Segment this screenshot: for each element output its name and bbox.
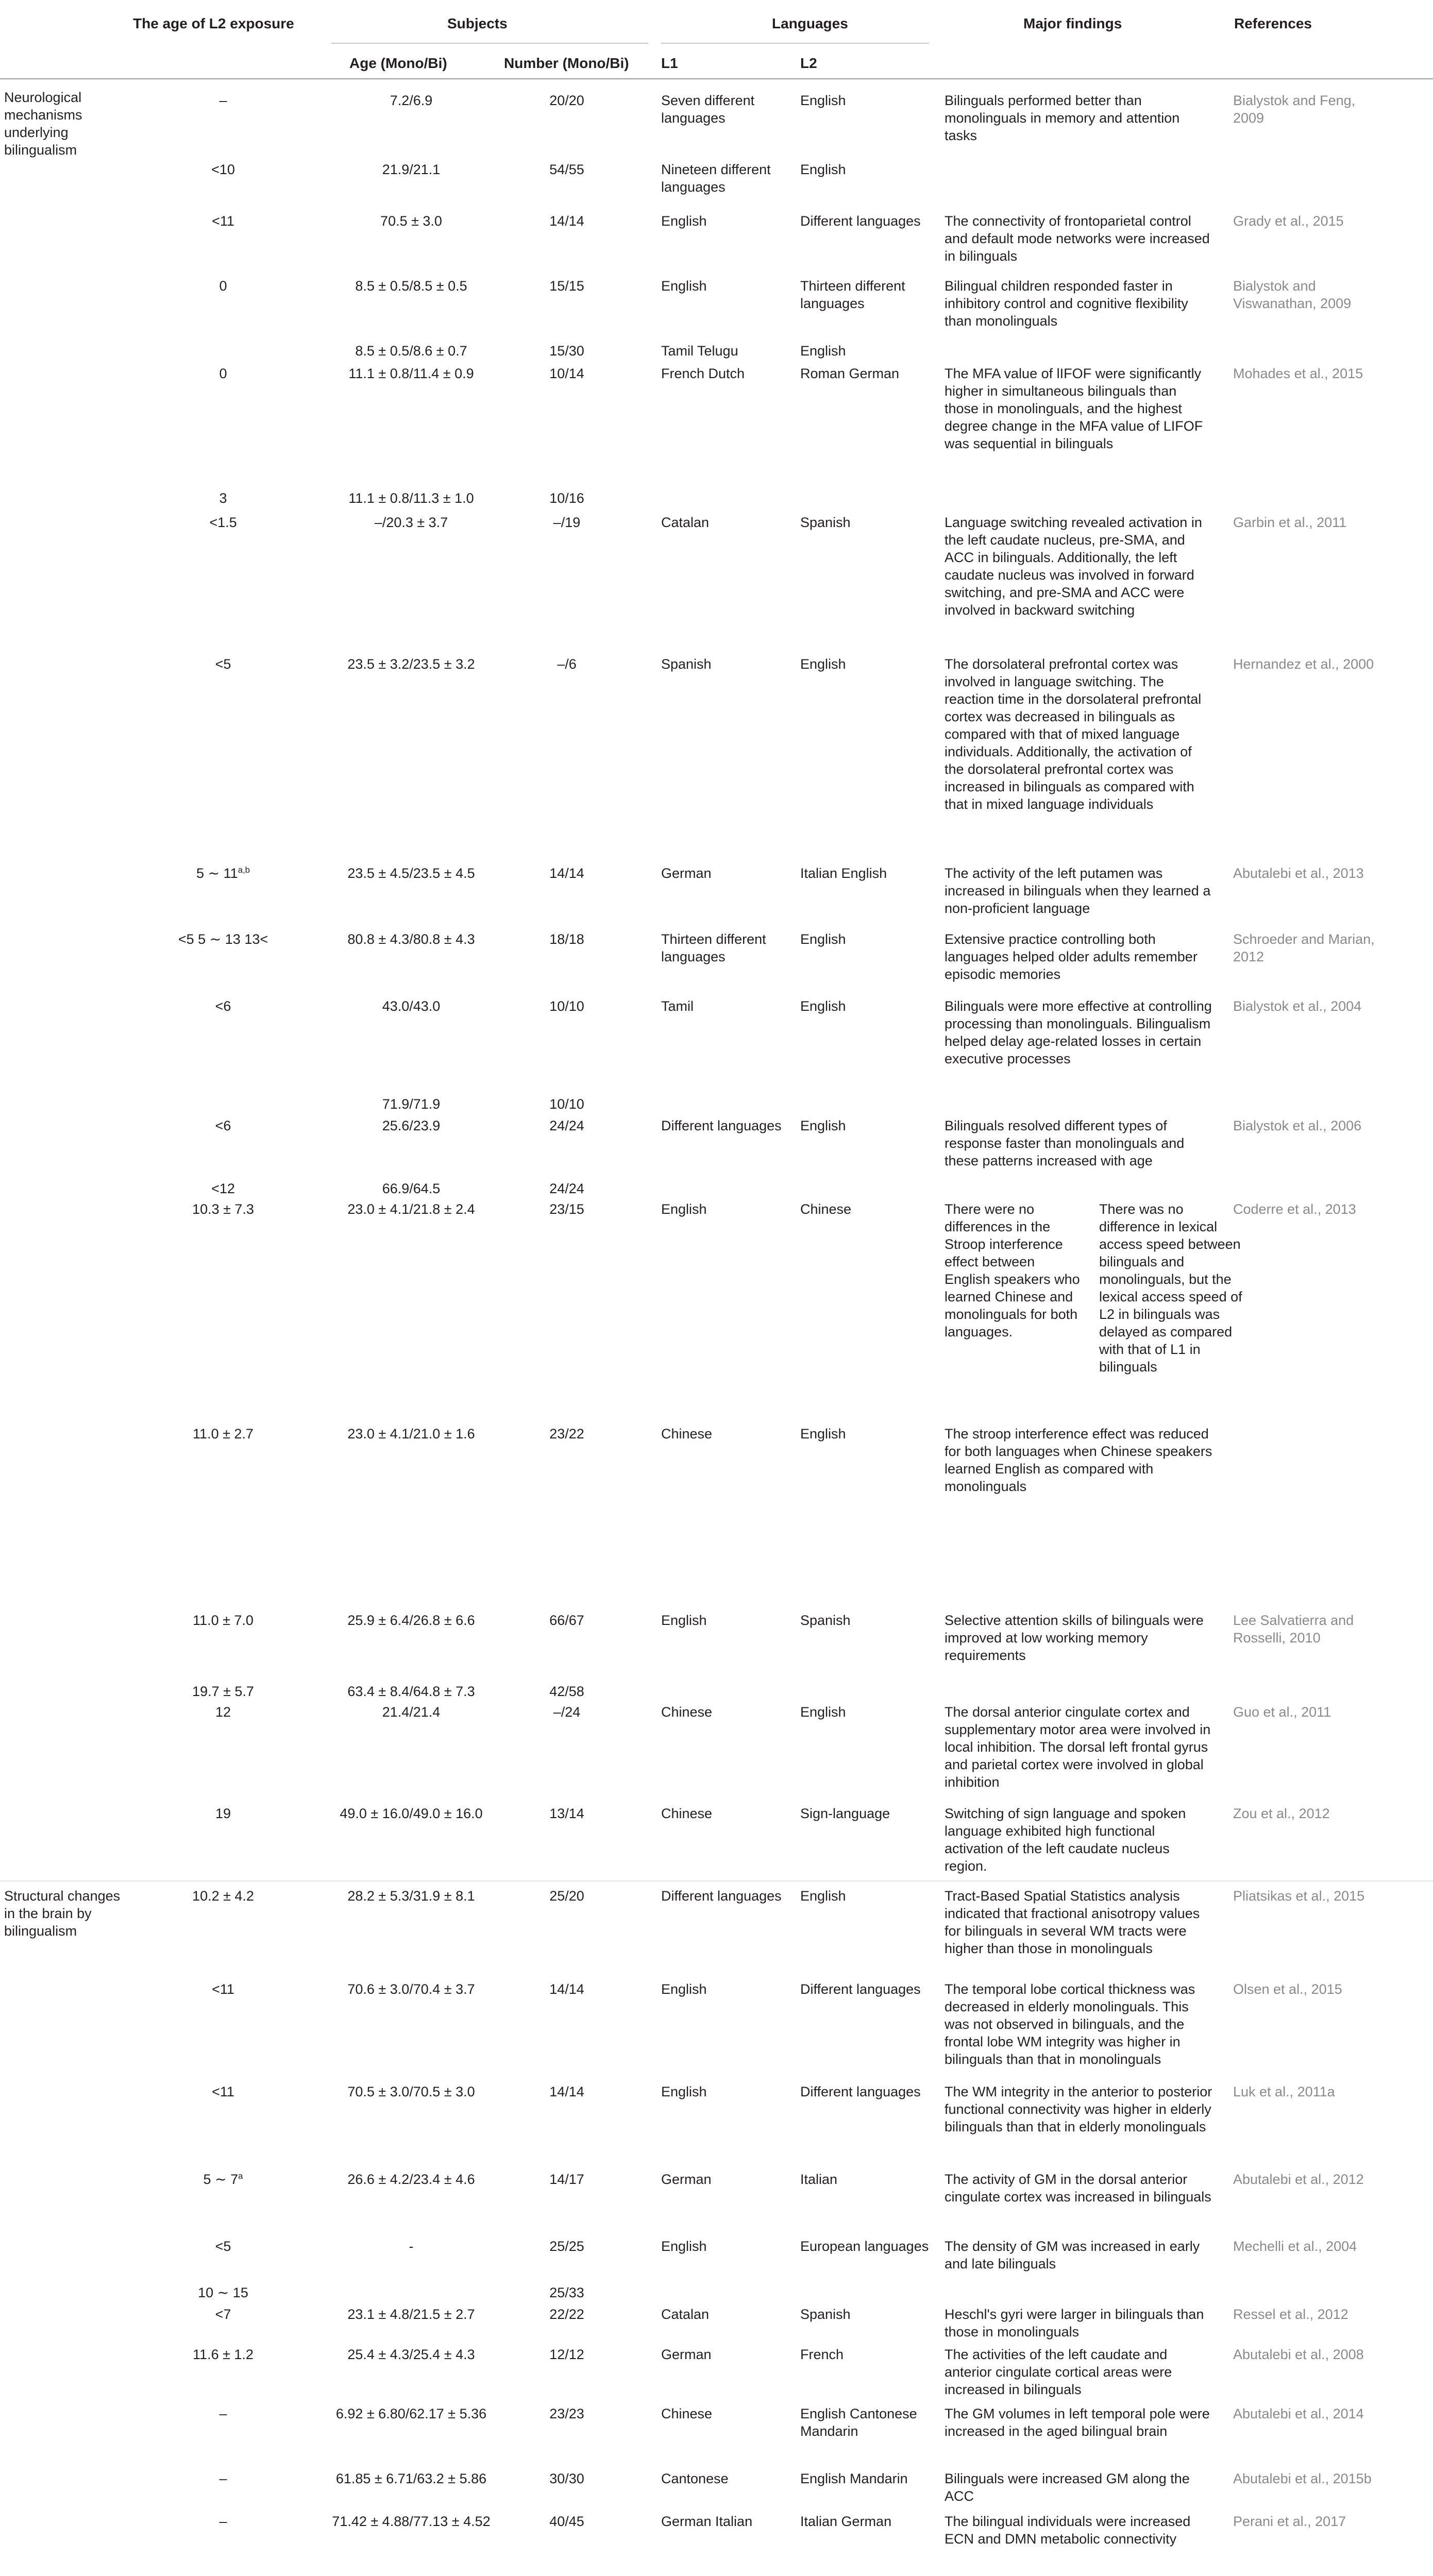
header-subjects: Subjects <box>447 15 508 31</box>
cell-find: The activities of the left caudate and anterior cingulate cortical areas were increased in bilinguals <box>945 2347 1172 2397</box>
cell-l2: French <box>800 2347 844 2362</box>
cell-l1: Chinese <box>661 1426 713 1442</box>
cell-subj-age: 26.6 ± 4.2/23.4 ± 4.6 <box>347 2172 475 2187</box>
cell-find: The bilingual individuals were increased ECN and DMN metabolic connectivity <box>945 2514 1191 2547</box>
cell-ref: Lee Salvatierra and Rosselli, 2010 <box>1233 1613 1354 1646</box>
cell-age: <1.5 <box>209 515 237 530</box>
cell-num: 12/12 <box>549 2347 584 2362</box>
cell-find: Selective attention skills of bilinguals were improved at low working memory requirements <box>945 1613 1204 1663</box>
cell-l2: English <box>800 93 846 108</box>
cell-l1: Different languages <box>661 1118 782 1133</box>
cell-find: There were no differences in the Stroop interference effect between English speakers who learned Chinese and monolinguals for both languages. <box>945 1201 1080 1340</box>
cell-l1: German Italian <box>661 2514 753 2529</box>
cell-num: 22/22 <box>549 2307 584 2322</box>
cell-age: <5 5 ∼ 13 13< <box>178 931 268 947</box>
cell-l1: Seven different languages <box>661 93 755 126</box>
cell-l2: Italian English <box>800 866 887 881</box>
cell-subj-age: 21.4/21.4 <box>382 1704 441 1720</box>
category-label: Neurological mechanisms underlying bilingualism <box>4 90 82 158</box>
cell-age: <7 <box>215 2307 231 2322</box>
cell-l2: English <box>800 162 846 177</box>
cell-num: 10/10 <box>549 998 584 1014</box>
cell-l1: Chinese <box>661 1806 713 1821</box>
cell-subj-age: 70.5 ± 3.0 <box>380 213 442 229</box>
cell-age: 0 <box>219 366 227 381</box>
cell-l1: English <box>661 1981 707 1997</box>
cell-find: Bilinguals performed better than monolinguals in memory and attention tasks <box>945 93 1180 143</box>
cell-ref: Abutalebi et al., 2014 <box>1233 2406 1364 2421</box>
cell-num: –/6 <box>557 656 577 672</box>
cell-age: 11.0 ± 2.7 <box>193 1426 254 1442</box>
cell-l1: Thirteen different languages <box>661 931 766 964</box>
cell-l1: German <box>661 2347 712 2362</box>
cell-subj-age: 61.85 ± 6.71/63.2 ± 5.86 <box>335 2471 487 2486</box>
cell-l2: English <box>800 1118 846 1133</box>
cell-ref: Guo et al., 2011 <box>1233 1704 1331 1720</box>
cell-ref: Bialystok et al., 2006 <box>1233 1118 1362 1133</box>
cell-l2: English Mandarin <box>800 2471 908 2486</box>
cell-l1: English <box>661 278 707 294</box>
cell-find: The stroop interference effect was reduced for both languages when Chinese speakers learned English as compared with monolinguals <box>945 1426 1212 1494</box>
cell-num: 24/24 <box>549 1118 584 1133</box>
cell-find: The WM integrity in the anterior to posterior functional connectivity was higher in elderly bilinguals than that in elderly monolinguals <box>945 2084 1212 2134</box>
cell-ref: Bialystok and Viswanathan, 2009 <box>1233 278 1352 311</box>
cell-num: 20/20 <box>549 93 584 108</box>
cell-l1: English <box>661 2084 707 2099</box>
cell-l2: English <box>800 931 846 947</box>
cell-age: 12 <box>215 1704 231 1720</box>
cell-ref: Hernandez et al., 2000 <box>1233 656 1374 672</box>
cell-ref: Mohades et al., 2015 <box>1233 366 1363 381</box>
cell-find: Tract-Based Spatial Statistics analysis indicated that fractional anisotropy values for bilinguals in several WM tracts were higher than those in monolinguals <box>945 1888 1200 1956</box>
cell-num: 25/25 <box>549 2239 584 2254</box>
cell-find: Bilinguals were more effective at controlling processing than monolinguals. Bilingualism helped delay age-related losses in certain executive processes <box>945 998 1212 1066</box>
cell-ref: Coderre et al., 2013 <box>1233 1201 1356 1217</box>
cell-l1: Cantonese <box>661 2471 729 2486</box>
cell-l1: Catalan <box>661 2307 710 2322</box>
cell-num: 13/14 <box>549 1806 584 1821</box>
cell-l2: Spanish <box>800 515 851 530</box>
cell-subj-age: 23.0 ± 4.1/21.8 ± 2.4 <box>347 1201 475 1217</box>
cell-num: 14/14 <box>549 1981 584 1997</box>
cell-ref: Abutalebi et al., 2013 <box>1233 866 1364 881</box>
cell-num: 66/67 <box>549 1613 584 1628</box>
cell-age: 19.7 ± 5.7 <box>192 1684 254 1699</box>
cell-age: <11 <box>212 2084 234 2099</box>
cell-l1: Catalan <box>661 515 710 530</box>
cell-age-footnote-marker: a,b <box>238 865 250 875</box>
cell-num: 23/15 <box>549 1201 584 1217</box>
cell-num: 15/30 <box>549 343 584 359</box>
cell-subj-age: 43.0/43.0 <box>382 998 441 1014</box>
cell-l1: Spanish <box>661 656 712 672</box>
cell-find: Heschl's gyri were larger in bilinguals than those in monolinguals <box>945 2307 1204 2340</box>
cell-subj-age: 49.0 ± 16.0/49.0 ± 16.0 <box>340 1806 483 1821</box>
cell-l2: English <box>800 656 846 672</box>
cell-num: –/19 <box>553 515 581 530</box>
cell-ref: Luk et al., 2011a <box>1233 2084 1335 2099</box>
header-age-mono-bi: Age (Mono/Bi) <box>349 55 447 71</box>
cell-age: <10 <box>211 162 235 177</box>
cell-subj-age: 23.5 ± 4.5/23.5 ± 4.5 <box>347 866 475 881</box>
cell-subj-age: 23.1 ± 4.8/21.5 ± 2.7 <box>347 2307 475 2322</box>
cell-num: 30/30 <box>549 2471 584 2486</box>
cell-find: Switching of sign language and spoken language exhibited high functional activation of the left caudate nucleus region. <box>945 1806 1186 1874</box>
cell-subj-age: 8.5 ± 0.5/8.6 ± 0.7 <box>355 343 467 359</box>
cell-find: Language switching revealed activation in the left caudate nucleus, pre-SMA, and ACC in bilinguals. Additionally, the left caudate nucleus was involved in forward switching, and pre-SMA and ACC were involved in backward switching <box>945 515 1202 618</box>
cell-age <box>133 2171 313 2188</box>
cell-num: 24/24 <box>549 1181 584 1196</box>
cell-l2: English <box>800 1888 846 1904</box>
cell-age: <6 <box>215 1118 231 1133</box>
cell-num: 15/15 <box>549 278 584 294</box>
cell-num: 10/16 <box>549 490 584 506</box>
cell-l2: English <box>800 343 846 359</box>
cell-l2: English <box>800 1426 846 1442</box>
cell-age: 19 <box>215 1806 231 1821</box>
cell-ref: Ressel et al., 2012 <box>1233 2307 1348 2322</box>
cell-subj-age: 8.5 ± 0.5/8.5 ± 0.5 <box>355 278 467 294</box>
cell-age: 0 <box>219 278 227 294</box>
cell-age: 3 <box>219 490 227 506</box>
header-languages: Languages <box>772 15 848 31</box>
cell-num: 23/23 <box>549 2406 584 2421</box>
cell-find-secondary: There was no difference in lexical access speed between bilinguals and monolinguals, but the lexical access speed of L2 in bilinguals was delayed as compared with that of L1 in bilinguals <box>1099 1201 1242 1375</box>
cell-l1: Chinese <box>661 1704 713 1720</box>
cell-subj-age: 71.9/71.9 <box>382 1096 441 1112</box>
cell-l2: Italian German <box>800 2514 892 2529</box>
cell-ref: Abutalebi et al., 2008 <box>1233 2347 1364 2362</box>
cell-find: Bilingual children responded faster in inhibitory control and cognitive flexibility than monolinguals <box>945 278 1188 329</box>
cell-ref: Zou et al., 2012 <box>1233 1806 1330 1821</box>
cell-num: 14/14 <box>549 2084 584 2099</box>
cell-find: The activity of GM in the dorsal anterior cingulate cortex was increased in bilinguals <box>945 2172 1211 2205</box>
cell-age: <12 <box>211 1181 235 1196</box>
cell-l2: Different languages <box>800 2084 921 2099</box>
cell-ref: Garbin et al., 2011 <box>1233 515 1347 530</box>
section-divider <box>0 1880 1433 1882</box>
cell-subj-age: 11.1 ± 0.8/11.3 ± 1.0 <box>348 490 474 506</box>
cell-age: 10.3 ± 7.3 <box>192 1201 254 1217</box>
cell-subj-age: 80.8 ± 4.3/80.8 ± 4.3 <box>347 931 475 947</box>
cell-l2: Different languages <box>800 1981 921 1997</box>
cell-age: 11.0 ± 7.0 <box>193 1613 254 1628</box>
header-major-findings: Major findings <box>1023 15 1122 31</box>
cell-ref: Pliatsikas et al., 2015 <box>1233 1888 1365 1904</box>
cell-age: – <box>219 93 227 108</box>
cell-age-footnote-marker: a <box>238 2171 243 2181</box>
cell-num: –/24 <box>553 1704 581 1720</box>
cell-num: 14/14 <box>549 213 584 229</box>
cell-ref: Mechelli et al., 2004 <box>1233 2239 1357 2254</box>
cell-find: The activity of the left putamen was increased in bilinguals when they learned a non-proficient language <box>945 866 1211 916</box>
cell-subj-age: 66.9/64.5 <box>382 1181 441 1196</box>
header-number-mono-bi: Number (Mono/Bi) <box>504 55 629 71</box>
cell-age: 10.2 ± 4.2 <box>192 1888 254 1904</box>
cell-l2: Spanish <box>800 1613 851 1628</box>
cell-find: The connectivity of frontoparietal control and default mode networks were increased in bilinguals <box>945 213 1210 264</box>
cell-find: The dorsolateral prefrontal cortex was involved in language switching. The reaction time in the dorsolateral prefrontal cortex was decreased in bilinguals as compared with that of mixed language individuals. Additionally, the activation of the dorsolateral prefrontal cortex was increased in bilinguals as compared with that in mixed language individuals <box>945 656 1202 812</box>
cell-l1: Different languages <box>661 1888 782 1904</box>
cell-subj-age: 70.6 ± 3.0/70.4 ± 3.7 <box>347 1981 475 1997</box>
cell-find: Extensive practice controlling both languages helped older adults remember episodic memories <box>945 931 1198 982</box>
cell-find: The GM volumes in left temporal pole were increased in the aged bilingual brain <box>945 2406 1210 2439</box>
cell-num: 23/22 <box>549 1426 584 1442</box>
cell-subj-age: 23.0 ± 4.1/21.0 ± 1.6 <box>347 1426 475 1442</box>
cell-age: – <box>219 2471 227 2486</box>
cell-find: The density of GM was increased in early and late bilinguals <box>945 2239 1200 2272</box>
cell-subj-age: –/20.3 ± 3.7 <box>374 515 448 530</box>
cell-subj-age: 25.9 ± 6.4/26.8 ± 6.6 <box>347 1613 475 1628</box>
cell-age: <5 <box>215 656 231 672</box>
cell-num: 54/55 <box>549 162 584 177</box>
cell-subj-age: - <box>409 2239 414 2254</box>
cell-age-value: 5 ∼ 7 <box>203 2172 239 2187</box>
cell-num: 25/33 <box>549 2285 584 2300</box>
cell-subj-age: 21.9/21.1 <box>382 162 441 177</box>
cell-num: 10/14 <box>549 366 584 381</box>
cell-l1: French Dutch <box>661 366 745 381</box>
category-label: Structural changes in the brain by bilingualism <box>4 1888 121 1939</box>
cell-age: <5 <box>215 2239 231 2254</box>
cell-subj-age: 23.5 ± 3.2/23.5 ± 3.2 <box>347 656 475 672</box>
cell-age: 10 ∼ 15 <box>198 2285 248 2300</box>
cell-subj-age: 25.4 ± 4.3/25.4 ± 4.3 <box>347 2347 475 2362</box>
cell-subj-age: 63.4 ± 8.4/64.8 ± 7.3 <box>347 1684 475 1699</box>
cell-l2: European languages <box>800 2239 929 2254</box>
cell-num: 18/18 <box>549 931 584 947</box>
header-subjects-rule <box>331 43 648 44</box>
cell-l2: Sign-language <box>800 1806 890 1821</box>
cell-l2: Roman German <box>800 366 900 381</box>
cell-subj-age: 25.6/23.9 <box>382 1118 441 1133</box>
cell-age: <11 <box>212 213 234 229</box>
cell-l2: Different languages <box>800 213 921 229</box>
cell-ref: Perani et al., 2017 <box>1233 2514 1346 2529</box>
cell-find: Bilinguals were increased GM along the ACC <box>945 2471 1190 2504</box>
cell-ref: Bialystok et al., 2004 <box>1233 998 1362 1014</box>
cell-age: <6 <box>215 998 231 1014</box>
cell-subj-age: 11.1 ± 0.8/11.4 ± 0.9 <box>348 366 474 381</box>
cell-l2: Chinese <box>800 1201 852 1217</box>
cell-age-value: 5 ∼ 11 <box>196 866 238 881</box>
cell-num: 14/14 <box>549 866 584 881</box>
cell-l2: English Cantonese Mandarin <box>800 2406 917 2439</box>
cell-num: 14/17 <box>549 2172 584 2187</box>
cell-find: The dorsal anterior cingulate cortex and supplementary motor area were involved in local inhibition. The dorsal left frontal gyrus and parietal cortex were involved in global inhibition <box>945 1704 1211 1790</box>
cell-ref: Abutalebi et al., 2015b <box>1233 2471 1372 2486</box>
cell-ref: Bialystok and Feng, 2009 <box>1233 93 1356 126</box>
cell-ref: Schroeder and Marian, 2012 <box>1233 931 1375 964</box>
cell-ref: Olsen et al., 2015 <box>1233 1981 1342 1997</box>
cell-num: 10/10 <box>549 1096 584 1112</box>
cell-num: 40/45 <box>549 2514 584 2529</box>
cell-subj-age: 70.5 ± 3.0/70.5 ± 3.0 <box>347 2084 475 2099</box>
header-languages-rule <box>661 43 929 44</box>
cell-l2: Thirteen different languages <box>800 278 905 311</box>
cell-l1: English <box>661 213 707 229</box>
cell-l2: English <box>800 1704 846 1720</box>
cell-l2: English <box>800 998 846 1014</box>
cell-l1: Nineteen different languages <box>661 162 771 195</box>
cell-l1: English <box>661 1613 707 1628</box>
cell-l1: Tamil <box>661 998 694 1014</box>
header-l1: L1 <box>661 55 678 71</box>
cell-subj-age: 28.2 ± 5.3/31.9 ± 8.1 <box>347 1888 475 1904</box>
cell-l1: English <box>661 1201 707 1217</box>
cell-l2: Italian <box>800 2172 838 2187</box>
cell-num: 42/58 <box>549 1684 584 1699</box>
cell-age: 11.6 ± 1.2 <box>193 2347 254 2362</box>
header-l2: L2 <box>800 55 817 71</box>
cell-subj-age: 6.92 ± 6.80/62.17 ± 5.36 <box>335 2406 487 2421</box>
cell-age <box>133 865 313 882</box>
cell-num: 25/20 <box>549 1888 584 1904</box>
cell-age: – <box>219 2406 227 2421</box>
header-bottom-rule <box>0 78 1433 79</box>
header-references: References <box>1234 15 1312 31</box>
cell-l1: German <box>661 866 712 881</box>
cell-l2: Spanish <box>800 2307 851 2322</box>
cell-l1: Chinese <box>661 2406 713 2421</box>
cell-l1: English <box>661 2239 707 2254</box>
cell-age: <11 <box>212 1981 234 1997</box>
cell-find: Bilinguals resolved different types of response faster than monolinguals and these patterns increased with age <box>945 1118 1185 1168</box>
cell-ref: Grady et al., 2015 <box>1233 213 1344 229</box>
header-age: The age of L2 exposure <box>133 15 294 31</box>
cell-l1: German <box>661 2172 712 2187</box>
cell-subj-age: 7.2/6.9 <box>390 93 433 108</box>
cell-l1: Tamil Telugu <box>661 343 738 359</box>
cell-find: The temporal lobe cortical thickness was decreased in elderly monolinguals. This was not observed in bilinguals, and the frontal lobe WM integrity was higher in bilinguals than that in monolinguals <box>945 1981 1195 2067</box>
cell-subj-age: 71.42 ± 4.88/77.13 ± 4.52 <box>332 2514 491 2529</box>
cell-find: The MFA value of lIFOF were significantly higher in simultaneous bilinguals than those in monolinguals, and the highest degree change in the MFA value of LIFOF was sequential in bilinguals <box>945 366 1203 451</box>
cell-ref: Abutalebi et al., 2012 <box>1233 2172 1364 2187</box>
cell-age: – <box>219 2514 227 2529</box>
